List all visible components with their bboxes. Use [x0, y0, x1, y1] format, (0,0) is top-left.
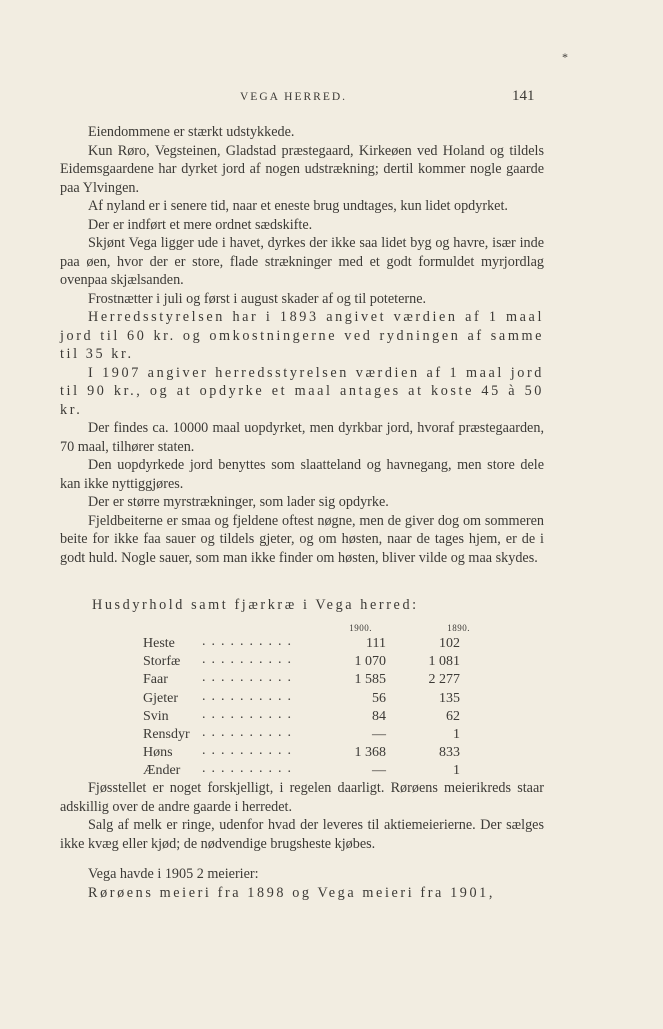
running-title: VEGA HERRED.	[240, 91, 348, 103]
leader-dots: ..........	[202, 634, 297, 649]
year-header-1890: 1890.	[447, 623, 470, 633]
body-text-top	[60, 123, 544, 567]
paragraph: Rørøens meieri fra 1898 og Vega meieri fra 1901,	[88, 884, 496, 901]
paragraph: I 1907 angiver herredsstyrelsen værdien af 1 maal jord til 90 kr., og at opdyrke et maal antages at koste 45 à 50 kr.	[60, 364, 544, 418]
value-1890: 62	[446, 708, 460, 724]
value-1890: 2 277	[428, 672, 460, 688]
leader-dots: ..........	[202, 761, 297, 777]
value-1900: 56	[372, 690, 386, 706]
paragraph: Frostnætter i juli og først i august skader af og til poteterne.	[88, 290, 427, 307]
value-1900: 1 585	[354, 672, 386, 688]
row-label: Ænder	[143, 763, 181, 779]
livestock-table-title: Husdyrhold samt fjærkræ i Vega herred:	[92, 597, 419, 613]
row-label: Faar	[143, 672, 168, 688]
leader-dots: ..........	[202, 706, 297, 722]
leader-dots: ..........	[202, 688, 297, 704]
value-1890: 1	[453, 763, 460, 779]
value-1900: —	[372, 763, 386, 779]
page-number: 141	[512, 88, 535, 104]
livestock-table	[140, 620, 470, 782]
page-header	[0, 88, 663, 110]
row-label: Heste	[143, 636, 175, 651]
value-1900: 111	[366, 636, 386, 651]
paragraph: Der er indført et mere ordnet sædskifte.	[88, 216, 313, 233]
paragraph: Kun Røro, Vegsteinen, Gladstad præstegaard, Kirkeøen ved Holand og tildels Eidemsgaardene har dyrket jord af nogen udstrækning; dertil kommer nogle gaarde paa Ylvingen.	[60, 142, 544, 196]
value-1900: —	[372, 726, 386, 742]
row-label: Storfæ	[143, 654, 181, 670]
value-1900: 1 070	[354, 654, 386, 670]
leader-dots: ..........	[202, 743, 297, 759]
spacer	[60, 853, 544, 865]
value-1900: 84	[372, 708, 386, 724]
paragraph: Der er større myrstrækninger, som lader sig opdyrke.	[88, 494, 389, 510]
year-header-1900: 1900.	[349, 623, 372, 633]
paragraph: Herredsstyrelsen har i 1893 angivet værdien af 1 maal jord til 60 kr. og omkostningerne ved rydningen af samme til 35 kr.	[60, 309, 544, 362]
value-1890: 1	[453, 726, 460, 742]
paragraph: Fjøsstellet er noget forskjelligt, i regelen daarligt. Rørøens meierikreds staar adskillig over de andre gaarde i herredet.	[60, 780, 544, 815]
paragraph: Fjeldbeiterne er smaa og fjeldene oftest nøgne, men de giver dog om sommeren beite for ikke faa sauer og tildels gjeter, og om høsten, naar de tages hjem, er de i godt huld. Nogle sauer, som man ikke finder om høsten, bliver vilde og maa skydes.	[60, 512, 544, 566]
paragraph: Af nyland er i senere tid, naar et eneste brug undtages, kun lidet opdyrket.	[88, 198, 508, 214]
paragraph: Der findes ca. 10000 maal uopdyrket, men dyrkbar jord, hvoraf præstegaarden, 70 maal, tilhører staten.	[60, 420, 544, 455]
paragraph: Skjønt Vega ligger ude i havet, dyrkes der ikke saa lidet byg og havre, især inde paa øen, hvor der er store, flade strækninger med et godt formuldet myrjordlag ovenpaa skjælsanden.	[60, 235, 544, 288]
row-label: Høns	[143, 745, 173, 761]
leader-dots: ..........	[202, 670, 297, 686]
row-label: Rensdyr	[143, 726, 190, 742]
paragraph: Eiendommene er stærkt udstykkede.	[88, 124, 295, 140]
paragraph: Salg af melk er ringe, udenfor hvad der leveres til aktiemeierierne. Der sælges ikke kvæg eller kjød; de nødvendige brugsheste kjøbes.	[60, 817, 544, 852]
row-label: Svin	[143, 708, 169, 724]
value-1890: 135	[439, 690, 460, 706]
paragraph: Vega havde i 1905 2 meierier:	[88, 866, 259, 882]
value-1890: 102	[439, 636, 460, 651]
paragraph: Den uopdyrkede jord benyttes som slaatteland og havnegang, men store dele kan ikke nyttiggjøres.	[60, 457, 544, 492]
corner-mark: *	[562, 50, 568, 64]
body-text-bottom	[60, 779, 544, 902]
value-1900: 1 368	[354, 745, 386, 761]
leader-dots: ..........	[202, 724, 297, 740]
value-1890: 833	[439, 745, 460, 761]
row-label: Gjeter	[143, 690, 178, 706]
value-1890: 1 081	[428, 654, 460, 670]
leader-dots: ..........	[202, 652, 297, 668]
